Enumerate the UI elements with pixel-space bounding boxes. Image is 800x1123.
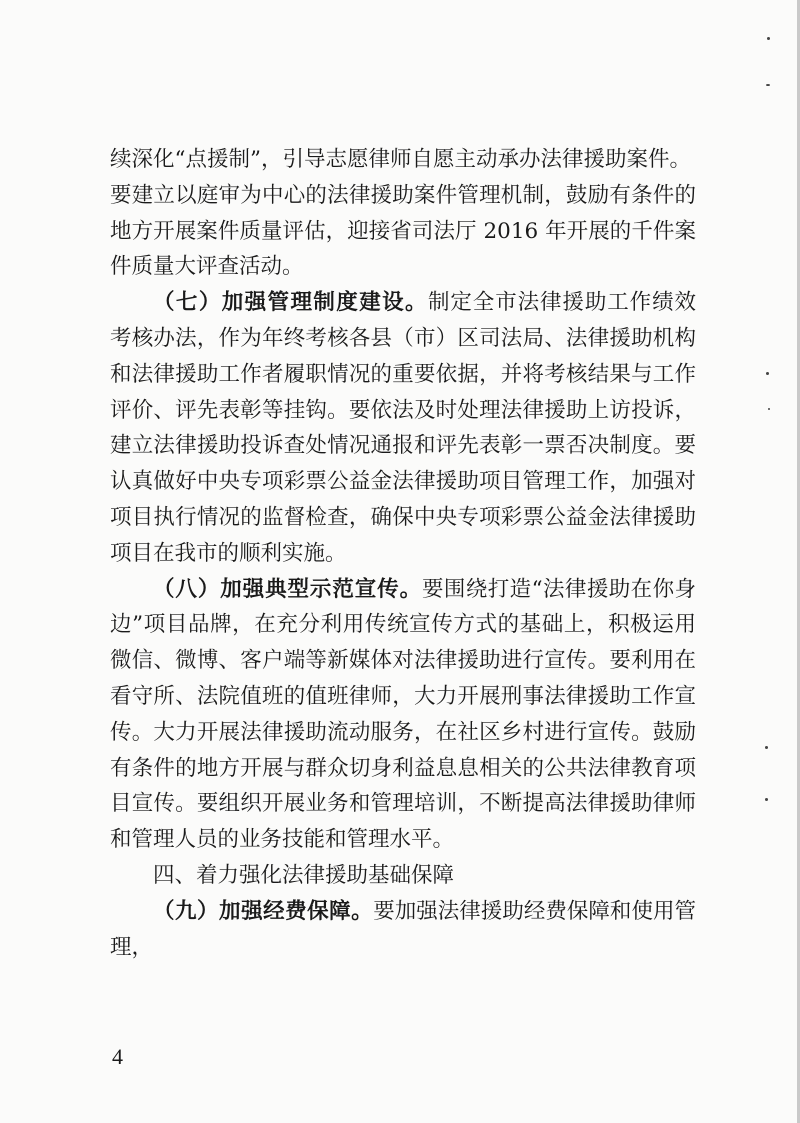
section-heading-4: 四、着力强化法律援助基础保障: [153, 862, 455, 888]
scan-speck: [765, 746, 768, 749]
section-7-lead: （七）加强管理制度建设。: [153, 290, 428, 316]
paragraph-2-text: 要建立以庭审为中心的法律援助案件管理机制，鼓励有条件的地方开展案件质量评估，迎接省司法厅 2016 年开展的千件案件质量大评查活动。: [110, 182, 696, 280]
section-9-text: 要加强法律援助经费保障和使用管理，: [110, 898, 696, 960]
paragraph-funding: [110, 894, 696, 966]
scan-speck: [768, 408, 770, 410]
section-8-lead: （八）加强典型示范宣传。: [153, 576, 422, 602]
paragraph-management-system: [110, 285, 696, 571]
section-8-text: 要围绕打造“法律援助在你身边”项目品牌，在充分利用传统宣传方式的基础上，积极运用微信、微博、客户端等新媒体对法律援助进行宣传。要利用在看守所、法院值班的值班律师，大力开展刑事法律援助工作宣传。大力开展法律援助流动服务，在社区乡村进行宣传。鼓励有条件的地方开展与群众切身利益息息相关的公共法律教育项目宣传。要组织开展业务和管理培训，不断提高法律援助律师和管理人员的业务技能和管理水平。: [110, 576, 696, 853]
body-text: [110, 142, 696, 965]
paragraph-1-text: 续深化“点援制”，引导志愿律师自愿主动承办法律援助案件。: [110, 147, 691, 172]
scan-speck: [765, 798, 768, 801]
scan-speck: [766, 372, 769, 375]
paragraph-publicity: [110, 572, 696, 858]
paragraph-case-management: [110, 178, 696, 285]
section-9-lead: （九）加强经费保障。: [153, 898, 374, 924]
paragraph-continuation: [110, 142, 696, 178]
scan-speck: [766, 84, 770, 86]
page-number: 4: [112, 1044, 123, 1069]
scan-speck: [767, 37, 770, 40]
section-7-text: 制定全市法律援助工作绩效考核办法，作为年终考核各县（市）区司法局、法律援助机构和法律援助工作者履职情况的重要依据，并将考核结果与工作评价、评先表彰等挂钩。要依法及时处理法律援助上访投诉，建立法律援助投诉查处情况通报和评先表彰一票否决制度。要认真做好中央专项彩票公益金法律援助项目管理工作，加强对项目执行情况的监督检查，确保中央专项彩票公益金法律援助项目在我市的顺利实施。: [110, 290, 696, 566]
